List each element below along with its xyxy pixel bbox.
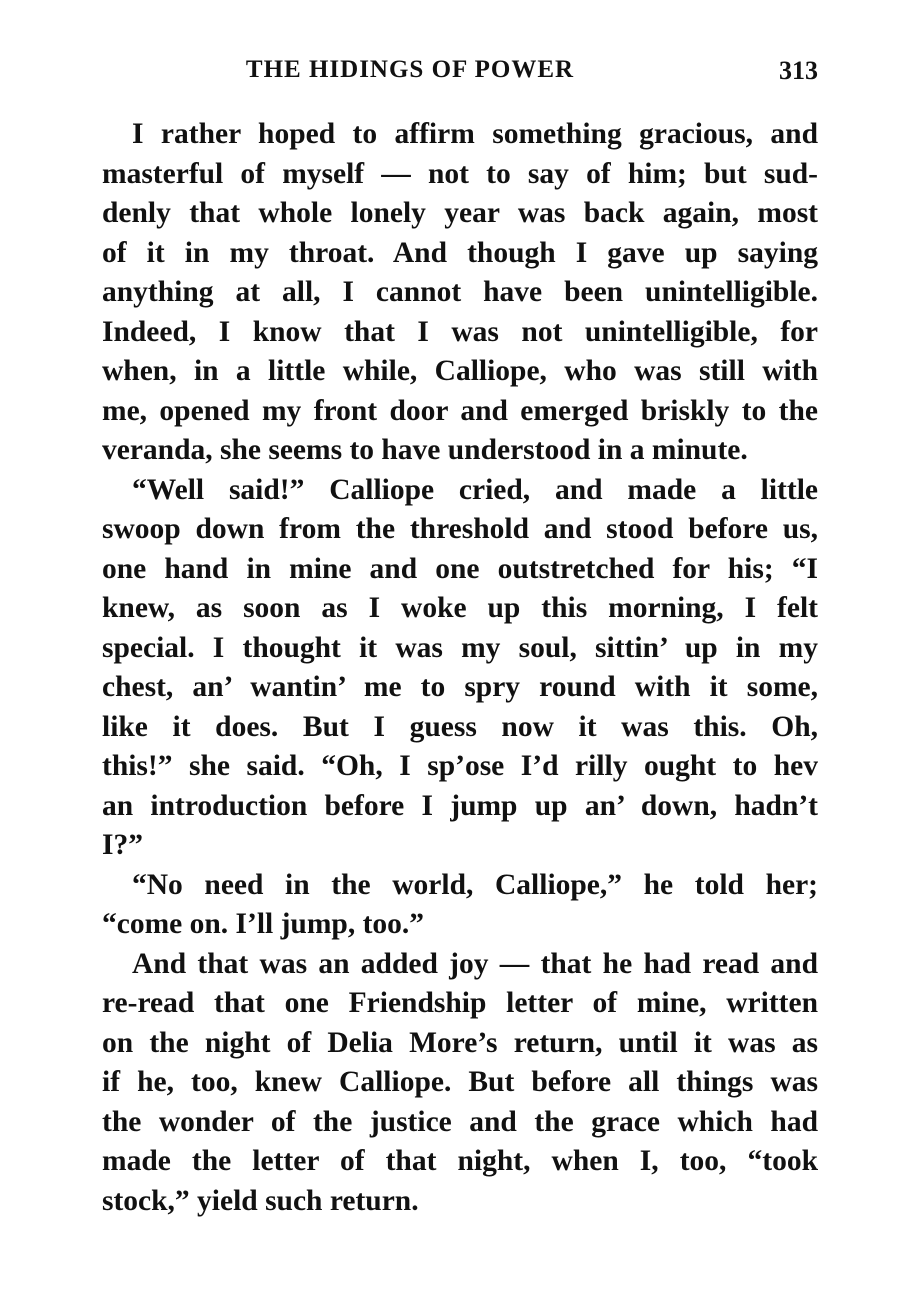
text-line: one hand in mine and one outstretched for his; “I	[102, 552, 818, 585]
paragraph	[102, 866, 818, 945]
paragraph	[102, 945, 818, 1222]
page-number: 313	[779, 56, 818, 85]
text-line: of it in my throat. And though I gave up saying	[102, 236, 818, 269]
text-line: on the night of Delia More’s return, until it was as	[102, 1026, 818, 1059]
text-line: “come on. I’ll jump, too.”	[102, 908, 425, 940]
text-line: an introduction before I jump up an’ down, hadn’t	[102, 789, 818, 822]
text-line: denly that whole lonely year was back again, most	[102, 197, 818, 229]
text-line: chest, an’ wantin’ me to spry round with it some,	[102, 671, 818, 703]
text-line: veranda, she seems to have understood in a minute.	[102, 434, 748, 466]
text-line: me, opened my front door and emerged briskly to the	[102, 394, 818, 427]
text-line: the wonder of the justice and the grace which had	[102, 1105, 818, 1138]
text-line: And that was an added joy — that he had read and	[132, 947, 818, 980]
text-line: when, in a little while, Calliope, who was still with	[102, 355, 818, 387]
text-line: if he, too, knew Calliope. But before all things was	[102, 1066, 818, 1098]
text-line: masterful of myself — not to say of him; but sud-	[102, 157, 818, 190]
body-text	[102, 115, 818, 1221]
running-title: THE HIDINGS OF POWER	[245, 56, 575, 83]
text-line: re-read that one Friendship letter of mine, written	[102, 987, 818, 1019]
paragraph	[102, 115, 818, 471]
text-line: swoop down from the threshold and stood before us,	[102, 513, 818, 545]
text-line: I rather hoped to affirm something gracious, and	[132, 118, 818, 150]
text-line: knew, as soon as I woke up this morning, I felt	[102, 592, 818, 624]
text-line: like it does. But I guess now it was this. Oh,	[102, 710, 818, 743]
paragraph	[102, 471, 818, 866]
text-line: “No need in the world, Calliope,” he told her;	[132, 868, 818, 901]
text-line: I?”	[102, 829, 143, 861]
running-head	[100, 56, 820, 96]
text-line: made the letter of that night, when I, too, “took	[102, 1145, 818, 1177]
text-line: Indeed, I know that I was not unintelligible, for	[102, 315, 818, 348]
text-line: stock,” yield such return.	[102, 1184, 419, 1217]
text-line: special. I thought it was my soul, sittin’ up in my	[102, 631, 818, 664]
text-line: anything at all, I cannot have been unintelligible.	[102, 276, 818, 308]
text-line: “Well said!” Calliope cried, and made a little	[132, 473, 818, 506]
text-line: this!” she said. “Oh, I sp’ose I’d rilly ought to hev	[102, 750, 818, 782]
